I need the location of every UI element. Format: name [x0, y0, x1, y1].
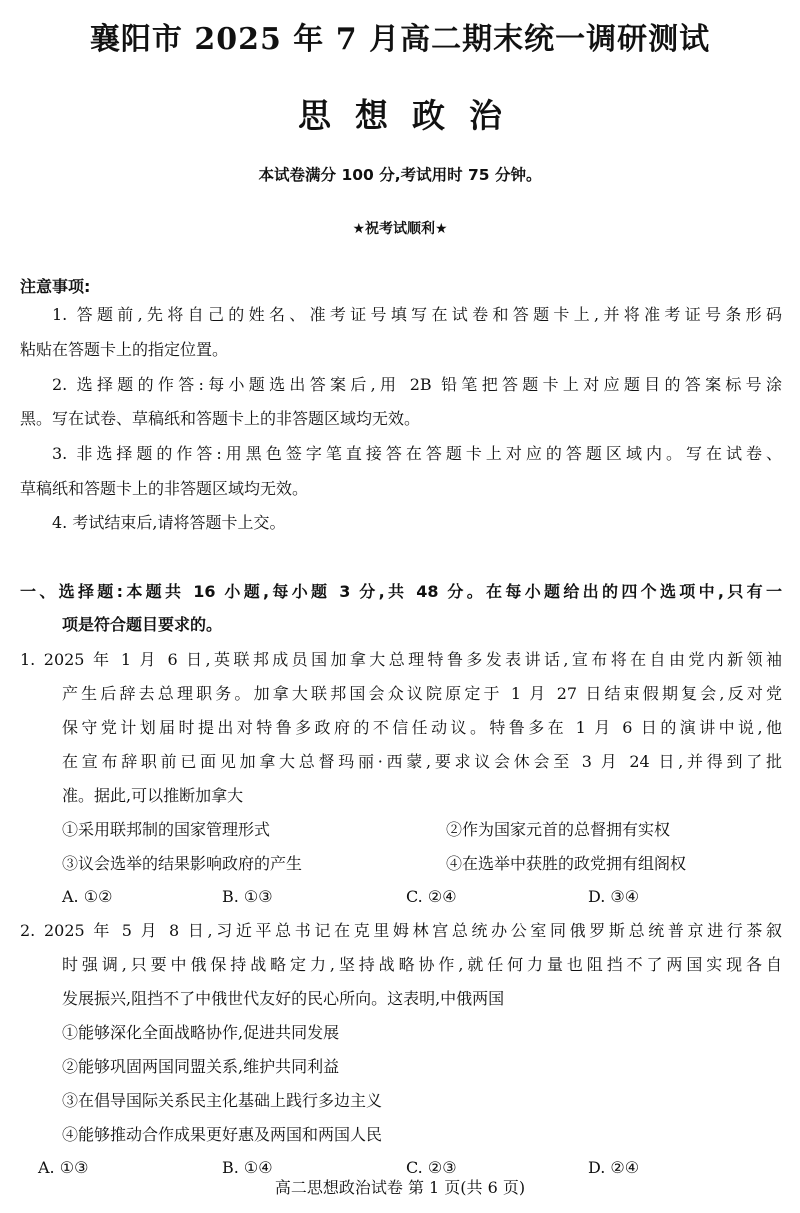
notice-line: 2. 选择题的作答:每小题选出答案后,用 2B 铅笔把答题卡上对应题目的答案标号涂 [52, 375, 782, 394]
notice-line: 3. 非选择题的作答:用黑色签字笔直接答在答题卡上对应的答题区域内。写在试卷、 [52, 444, 782, 463]
question-1-stem: 保守党计划届时提出对特鲁多政府的不信任动议。特鲁多在 1 月 6 日的演讲中说,他 [62, 718, 782, 737]
question-1-stem: 准。据此,可以推断加拿大 [62, 786, 244, 805]
score-info: 本试卷满分 100 分,考试用时 75 分钟。 [258, 166, 542, 184]
statement-1: ①能够深化全面战略协作,促进共同发展 [62, 1023, 340, 1042]
notice-line: 粘贴在答题卡上的指定位置。 [20, 340, 229, 359]
question-1-stem: 产生后辞去总理职务。加拿大联邦国会众议院原定于 1 月 27 日结束假期复会,反对党 [62, 684, 782, 703]
notice-line: 黑。写在试卷、草稿纸和答题卡上的非答题区域均无效。 [20, 409, 421, 428]
statement-3: ③议会选举的结果影响政府的产生 [62, 854, 303, 873]
notice-line: 1. 答题前,先将自己的姓名、准考证号填写在试卷和答题卡上,并将准考证号条形码 [52, 305, 782, 324]
notice-line: 4. 考试结束后,请将答题卡上交。 [52, 513, 286, 532]
question-1-stem: 在宣布辞职前已面见加拿大总督玛丽·西蒙,要求议会休会至 3 月 24 日,并得到了批 [62, 752, 782, 771]
question-2-stem: 发展振兴,阻挡不了中俄世代友好的民心所向。这表明,中俄两国 [62, 989, 505, 1008]
notice-heading: 注意事项: [20, 277, 91, 296]
statement-3: ③在倡导国际关系民主化基础上践行多边主义 [62, 1091, 383, 1110]
statement-4: ④在选举中获胜的政党拥有组阁权 [446, 854, 687, 873]
question-2-stem: 时强调,只要中俄保持战略定力,坚持战略协作,就任何力量也阻挡不了两国实现各自 [62, 955, 782, 974]
choice-c: C. ②③ [406, 1158, 457, 1177]
statement-1: ①采用联邦制的国家管理形式 [62, 820, 271, 839]
choice-a: A. ①② [62, 887, 113, 906]
question-2-stem: 2. 2025 年 5 月 8 日,习近平总书记在克里姆林宫总统办公室同俄罗斯总统普京进行茶叙 [20, 921, 782, 940]
choice-b: B. ①④ [222, 1158, 273, 1177]
choice-b: B. ①③ [222, 887, 273, 906]
choice-d: D. ③④ [588, 887, 640, 906]
section-heading: 一、选择题:本题共 16 小题,每小题 3 分,共 48 分。在每小题给出的四个选项中,只有一 [20, 582, 782, 601]
choice-d: D. ②④ [588, 1158, 640, 1177]
exam-title: 襄阳市 2025 年 7 月高二期末统一调研测试 [89, 22, 711, 57]
question-1-stem: 1. 2025 年 1 月 6 日,英联邦成员国加拿大总理特鲁多发表讲话,宣布将在自由党内新领袖 [20, 650, 782, 669]
good-luck-banner: ★祝考试顺利★ [352, 221, 448, 237]
choice-c: C. ②④ [406, 887, 457, 906]
subject-title: 思想政治 [298, 96, 526, 135]
statement-2: ②能够巩固两国同盟关系,维护共同利益 [62, 1057, 340, 1076]
choice-a: A. ①③ [38, 1158, 89, 1177]
statement-2: ②作为国家元首的总督拥有实权 [446, 820, 671, 839]
statement-4: ④能够推动合作成果更好惠及两国和两国人民 [62, 1125, 383, 1144]
notice-line: 草稿纸和答题卡上的非答题区域均无效。 [20, 479, 309, 498]
page-footer: 高二思想政治试卷 第 1 页(共 6 页) [274, 1178, 526, 1197]
section-heading-cont: 项是符合题目要求的。 [62, 615, 223, 634]
